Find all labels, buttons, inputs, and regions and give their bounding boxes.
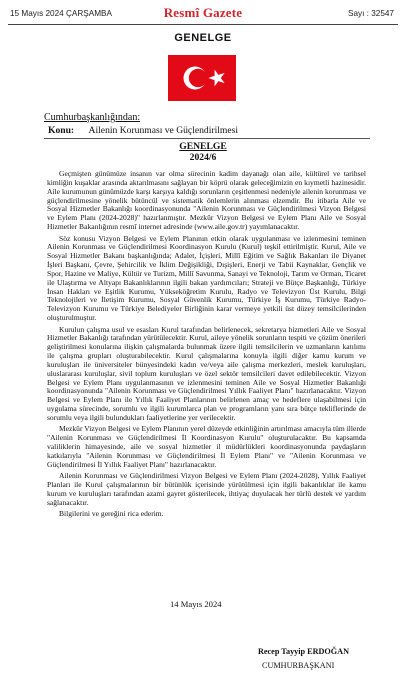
circular-body	[47, 170, 366, 522]
publication-date: 15 Mayıs 2024 ÇARŞAMBA	[10, 9, 112, 18]
body-paragraph: Mezkûr Vizyon Belgesi ve Eylem Planının yerel düzeyde etkinliğinin artırılması amacıyla tüm illerde "Ailenin Korunması ve Güçlendirilmesi İl Koordinasyon Kurulu" oluşturulacaktır. Bu kapsamda valiliklerin himayesinde, aile ve sosyal hizmetler il müdürlükleri koordinasyonunda paydaşların katkılarıyla "Ailenin Korunması ve Güçlendirilmesi İl Eylem Planı" ve "Ailenin Korunması ve Güçlendirilmesi İl Yıllık Faaliyet Planı" hazırlanacaktır.	[47, 424, 366, 469]
closing-line: Bilgilerini ve gereğini rica ederim.	[59, 509, 164, 519]
issuing-authority: Cumhurbaşkanlığından:	[44, 112, 141, 123]
subject-text: Ailenin Korunması ve Güçlendirilmesi	[88, 125, 239, 136]
header-divider	[8, 24, 398, 25]
issue-number: Sayı : 32547	[348, 9, 394, 18]
signatory-name: Recep Tayyip ERDOĞAN	[258, 647, 349, 656]
circular-title: GENELGE	[179, 141, 227, 152]
subject-divider	[44, 138, 370, 139]
gazette-title: Resmî Gazete	[163, 5, 243, 20]
turkish-flag-icon	[168, 55, 236, 101]
body-paragraph: Söz konusu Vizyon Belgesi ve Eylem Planının etkin olarak uygulanması ve izlenmesini teminen Ailenin Korunması ve Güçlendirilmesi Koordinasyon Kurulu (Kurul) teşkil ettirilmiştir. Kurul, Aile ve Sosyal Hizmetler Bakanı başkanlığında; Adalet, İçişleri, Millî Eğitim ve Sağlık Bakanları ile Diyanet İşleri Başkanı, Çevre, Şehircilik ve İklim Değişikliği, Dışişleri, Enerji ve Tabii Kaynaklar, Gençlik ve Spor, Hazine ve Maliye, Kültür ve Turizm, Millî Savunma, Sanayi ve Teknoloji, Tarım ve Orman, Ticaret ile Ulaştırma ve Altyapı Bakanlıklarının ilgili bakan yardımcıları; Strateji ve Bütçe Başkanlığı, Türkiye İnsan Hakları ve Eşitlik Kurumu, Yükseköğretim Kurulu, Radyo ve Televizyon Üst Kurulu, Bilgi Teknolojileri ve İletişim Kurumu, Sosyal Güvenlik Kurumu, Türkiye İş Kurumu, Türkiye Radyo-Televizyon Kurumu ve Türkiye Belediyeler Birliğinin karar vermeye yetkili üst düzey temsilcilerinden oluşturulmuştur.	[47, 233, 366, 323]
signature-date: 14 Mayıs 2024	[170, 599, 222, 609]
body-paragraph: Geçmişten günümüze insanın var olma sürecinin kadim dayanağı olan aile, kültürel ve tarihsel kimliğin kuşaklar arasında aktarılmasını sağlayan bir köprü olarak geleceğimizin en kıymetli hazinesidir. Aile kurumunun günümüzde karşı karşıya kaldığı sorunların çeşitlenmesi nedeniyle ailenin korunması ve güçlendirilmesine yönelik bütüncül ve sistematik önlemlerin alınması elzemdir. Bu itibarla Aile ve Sosyal Hizmetler Bakanlığı koordinasyonunda "Ailenin Korunması ve Güçlendirilmesi Vizyon Belgesi ve Eylem Planı (2024-2028)" hazırlanmıştır. Mezkûr Vizyon Belgesi ve Eylem Planı Aile ve Sosyal Hizmetler Bakanlığının resmî internet adresinde (www.aile.gov.tr) yayımlanacaktır.	[47, 169, 366, 232]
signatory-title: CUMHURBAŞKANI	[262, 661, 335, 670]
subject-line	[48, 125, 238, 136]
body-paragraph: Kurulun çalışma usul ve esasları Kurul tarafından belirlenecek, sekretarya hizmetleri Aile ve Sosyal Hizmetler Bakanlığı tarafından yürütülecektir. Kurul, aileye yönelik sorunların tespiti ve çözüm önerileri geliştirilmesi konularına ilişkin çalışmalarda bulunmak üzere ilgili temsilcilerin ve uzmanların katılımı ile çalışma grupları oluşturabilecektir. Kurul çalışmalarına konuyla ilgili diğer kamu kurum ve kuruluşları ile üniversiteler bünyesindeki kadın ve/veya aile çalışma merkezleri, meslek kuruluşları, uluslararası kuruluşlar, sivil toplum kuruluşları ve özel sektör temsilcileri davet edilebilecektir. Vizyon Belgesi ve Eylem Planı uygulanmasının ve izlenmesini teminen Aile ve Sosyal Hizmetler Bakanlığı koordinasyonunda "Ailenin Korunması ve Güçlendirilmesi Yıllık Faaliyet Planı" hazırlanacaktır. Vizyon Belgesi ve Eylem Planı ile Yıllık Faaliyet Planlarının belirlenen amaç ve hedeflere ulaşabilmesi için uygulama sürecinde, sorumlu ve ilgili kurumlarca plan ve programların yanı sıra bütçe tekliflerinde de sorumlu veya ilgili bulundukları faaliyetlerine yer verilecektir.	[47, 324, 366, 422]
body-paragraph: Ailenin Korunması ve Güçlendirilmesi Vizyon Belgesi ve Eylem Planı (2024-2028), Yıllık Faaliyet Planları ile Kurul çalışmalarının bir bütünlük içerisinde yürütülmesi için ilgili bakanlıklar ile kamu kurum ve kuruluşları tarafından azami gayret gösterilecek, ihtiyaç duyulacak her türlü destek ve yardım sağlanacaktır.	[47, 471, 366, 507]
circular-number: 2024/6	[189, 152, 217, 163]
document-type-heading: GENELGE	[174, 32, 232, 44]
subject-label: Konu:	[48, 125, 75, 136]
